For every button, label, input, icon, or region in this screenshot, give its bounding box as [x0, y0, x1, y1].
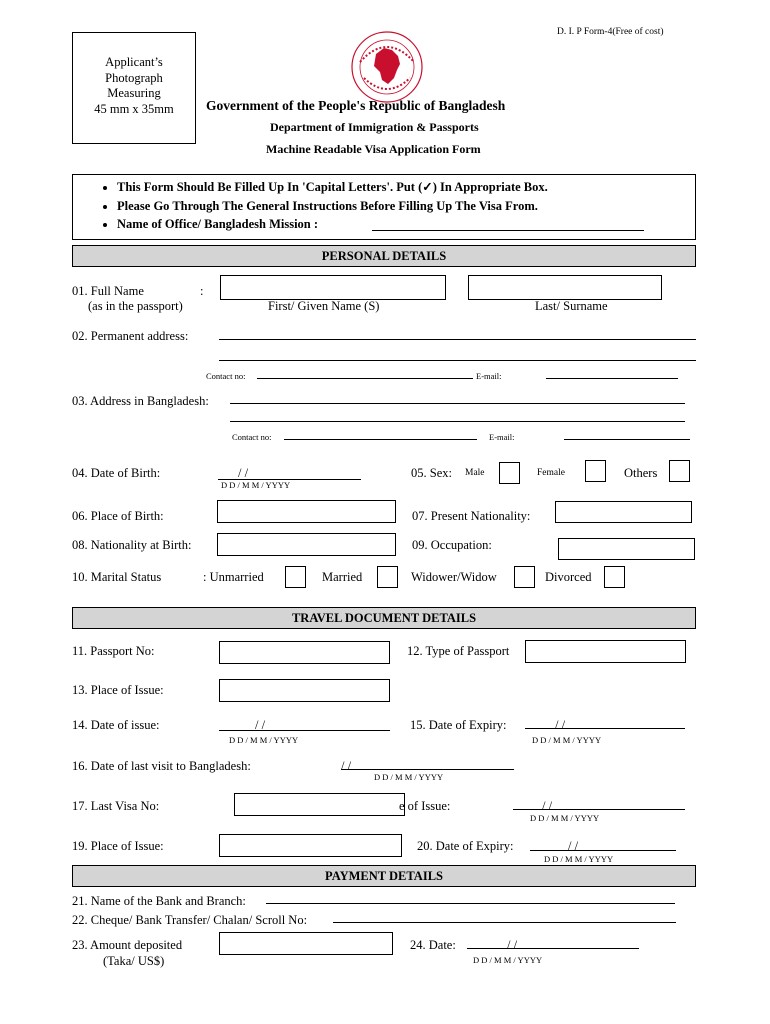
dob-format: D D / M M / YYYY — [221, 480, 291, 490]
email-label: E-mail: — [489, 432, 515, 442]
payment-date-format: D D / M M / YYYY — [473, 955, 543, 965]
married-label: Married — [322, 570, 363, 584]
instruction-item: • This Form Should Be Filled Up In 'Capital Letters'. Put (✓) In Appropriate Box. — [117, 181, 695, 194]
place-of-birth-input[interactable] — [217, 500, 396, 523]
email-line[interactable] — [546, 378, 678, 379]
photo-box[interactable] — [72, 32, 196, 144]
last-name-input[interactable] — [468, 275, 662, 300]
sex-others-checkbox[interactable] — [669, 460, 690, 482]
occupation-label: 09. Occupation: — [412, 538, 492, 552]
date-of-expiry-line[interactable] — [525, 728, 685, 729]
last-visa-no-input[interactable] — [234, 793, 405, 816]
photo-line: 45 mm x 35mm — [94, 101, 174, 116]
sex-female-label: Female — [537, 468, 565, 478]
contact-no-line[interactable] — [284, 439, 477, 440]
email-label: E-mail: — [476, 371, 502, 381]
date-18-format: D D / M M / YYYY — [530, 813, 600, 823]
date-of-expiry-20-label: 20. Date of Expiry: — [417, 839, 514, 853]
married-checkbox[interactable] — [377, 566, 398, 588]
payment-date-line[interactable] — [467, 948, 639, 949]
first-name-input[interactable] — [220, 275, 446, 300]
section-personal-details: PERSONAL DETAILS — [72, 245, 696, 267]
widower-label: Widower/Widow — [411, 570, 497, 584]
nationality-at-birth-input[interactable] — [217, 533, 396, 556]
present-nationality-label: 07. Present Nationality: — [412, 509, 531, 523]
cheque-label: 22. Cheque/ Bank Transfer/ Chalan/ Scroll No: — [72, 913, 308, 927]
government-title: Government of the People's Republic of Bangladesh — [206, 98, 506, 113]
type-of-passport-input[interactable] — [525, 640, 686, 663]
passport-no-input[interactable] — [219, 641, 390, 664]
date-of-expiry-slashes: / / — [555, 718, 566, 732]
place-of-birth-label: 06. Place of Birth: — [72, 509, 164, 523]
place-of-issue-input[interactable] — [219, 679, 390, 702]
contact-no-line[interactable] — [257, 378, 473, 379]
last-name-caption: Last/ Surname — [535, 299, 608, 313]
contact-no-label: Contact no: — [232, 432, 272, 442]
form-id: D. I. P Form-4(Free of cost) — [557, 27, 664, 37]
date-18-slashes: / / — [542, 799, 553, 813]
instruction-item: • Please Go Through The General Instructions Before Filling Up The Visa From. — [117, 200, 695, 213]
date-of-expiry-format: D D / M M / YYYY — [532, 735, 602, 745]
sex-female-checkbox[interactable] — [585, 460, 606, 482]
dob-slashes: / / — [238, 466, 249, 480]
amount-input[interactable] — [219, 932, 393, 955]
photo-line: Measuring — [107, 86, 161, 101]
department-title: Department of Immigration & Passports — [270, 120, 479, 134]
divorced-checkbox[interactable] — [604, 566, 625, 588]
email-line[interactable] — [564, 439, 690, 440]
first-name-caption: First/ Given Name (S) — [268, 299, 380, 313]
amount-sublabel: (Taka/ US$) — [103, 954, 165, 968]
occupation-input[interactable] — [558, 538, 695, 560]
permanent-address-label: 02. Permanent address: — [72, 329, 189, 343]
date-20-line[interactable] — [530, 850, 676, 851]
sex-label: 05. Sex: — [411, 466, 452, 480]
type-of-passport-label: 12. Type of Passport — [407, 644, 510, 658]
last-visa-no-label: 17. Last Visa No: — [72, 799, 160, 813]
contact-no-label: Contact no: — [206, 371, 246, 381]
sex-others-label: Others — [624, 466, 658, 480]
place-of-issue-19-input[interactable] — [219, 834, 402, 857]
payment-date-slashes: / / — [507, 938, 518, 952]
full-name-sublabel: (as in the passport) — [88, 299, 183, 313]
full-name-label: 01. Full Name — [72, 284, 144, 298]
date-18-line[interactable] — [513, 809, 685, 810]
photo-line: Photograph — [105, 70, 163, 85]
permanent-address-line-2[interactable] — [219, 360, 696, 361]
permanent-address-line-1[interactable] — [219, 339, 696, 340]
section-payment-details: PAYMENT DETAILS — [72, 865, 696, 887]
form-title: Machine Readable Visa Application Form — [266, 142, 481, 156]
bank-line[interactable] — [266, 903, 675, 904]
marital-status-label: 10. Marital Status — [72, 570, 162, 584]
last-visit-line[interactable] — [341, 769, 514, 770]
payment-date-label: 24. Date: — [410, 938, 456, 952]
widower-checkbox[interactable] — [514, 566, 535, 588]
passport-no-label: 11. Passport No: — [72, 644, 155, 658]
bank-label: 21. Name of the Bank and Branch: — [72, 894, 246, 908]
amount-label: 23. Amount deposited — [72, 938, 183, 952]
instruction-item: • Name of Office/ Bangladesh Mission : — [117, 218, 695, 231]
date-20-slashes: / / — [568, 839, 579, 853]
address-bd-label: 03. Address in Bangladesh: — [72, 394, 209, 408]
date-of-issue-18-label: e of Issue: — [399, 799, 451, 813]
date-of-issue-format: D D / M M / YYYY — [229, 735, 299, 745]
last-visit-slashes: / / — [341, 759, 352, 773]
government-seal-icon — [350, 30, 424, 104]
address-bd-line-1[interactable] — [230, 403, 685, 404]
date-of-issue-slashes: / / — [255, 718, 266, 732]
present-nationality-input[interactable] — [555, 501, 692, 523]
date-of-expiry-label: 15. Date of Expiry: — [410, 718, 507, 732]
unmarried-label: : Unmarried — [203, 570, 264, 584]
date-20-format: D D / M M / YYYY — [544, 854, 614, 864]
section-travel-document-details: TRAVEL DOCUMENT DETAILS — [72, 607, 696, 629]
place-of-issue-label: 13. Place of Issue: — [72, 683, 164, 697]
date-of-issue-label: 14. Date of issue: — [72, 718, 160, 732]
office-mission-line[interactable] — [372, 230, 644, 231]
address-bd-line-2[interactable] — [230, 421, 685, 422]
sex-male-label: Male — [465, 468, 485, 478]
sex-male-checkbox[interactable] — [499, 462, 520, 484]
date-of-issue-line[interactable] — [219, 730, 390, 731]
dob-label: 04. Date of Birth: — [72, 466, 161, 480]
last-visit-format: D D / M M / YYYY — [374, 772, 444, 782]
colon: : — [200, 284, 204, 298]
place-of-issue-19-label: 19. Place of Issue: — [72, 839, 164, 853]
divorced-label: Divorced — [545, 570, 592, 584]
photo-line: Applicant’s — [105, 55, 163, 69]
last-visit-label: 16. Date of last visit to Bangladesh: — [72, 759, 251, 773]
nationality-at-birth-label: 08. Nationality at Birth: — [72, 538, 192, 552]
unmarried-checkbox[interactable] — [285, 566, 306, 588]
cheque-line[interactable] — [333, 922, 676, 923]
